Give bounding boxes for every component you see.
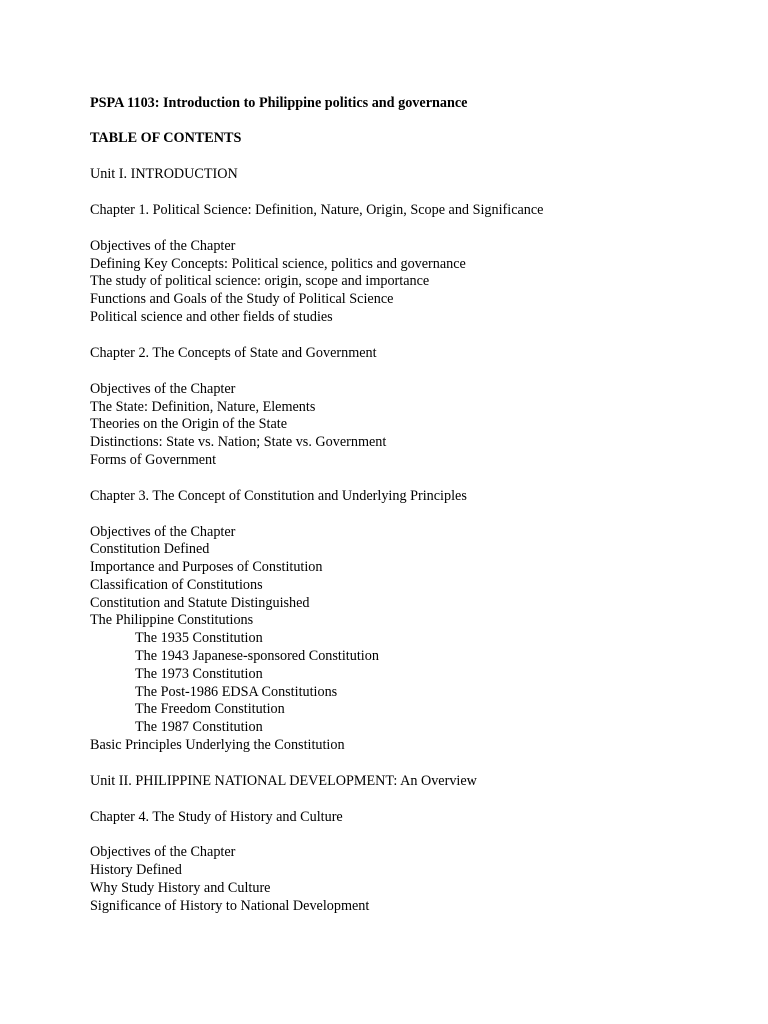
chapter-2-item: The State: Definition, Nature, Elements [90,399,316,415]
chapter-3-sub-item: The 1973 Constitution [135,666,263,682]
chapter-2-item: Objectives of the Chapter [90,381,236,397]
chapter-3-item: Importance and Purposes of Constitution [90,559,323,575]
chapter-3-sub-item: The 1943 Japanese-sponsored Constitution [135,648,379,664]
chapter-3-item: Constitution and Statute Distinguished [90,595,310,611]
chapter-1-title: Chapter 1. Political Science: Definition, Nature, Origin, Scope and Significance [90,202,544,218]
unit-2-title: Unit II. PHILIPPINE NATIONAL DEVELOPMENT: An Overview [90,773,477,789]
chapter-3-item: Constitution Defined [90,541,210,557]
chapter-3-item: The Philippine Constitutions [90,612,254,628]
chapter-2-item: Forms of Government [90,452,217,468]
chapter-3-sub-item: The 1987 Constitution [135,719,263,735]
chapter-3-item: Basic Principles Underlying the Constitution [90,737,345,753]
chapter-2-item: Distinctions: State vs. Nation; State vs. Government [90,434,387,450]
chapter-3-sub-item: The Post-1986 EDSA Constitutions [135,684,338,700]
chapter-3-sub-item: The Freedom Constitution [135,701,285,717]
chapter-1-item: Political science and other fields of studies [90,309,333,325]
chapter-2-item: Theories on the Origin of the State [90,416,287,432]
chapter-4-item: Why Study History and Culture [90,880,271,896]
chapter-3-sub-item: The 1935 Constitution [135,630,263,646]
chapter-4-item: Significance of History to National Development [90,898,370,914]
toc-heading: TABLE OF CONTENTS [90,130,242,146]
chapter-4-item: Objectives of the Chapter [90,844,236,860]
chapter-4-title: Chapter 4. The Study of History and Culture [90,809,343,825]
chapter-4-item: History Defined [90,862,182,878]
chapter-1-item: Objectives of the Chapter [90,238,236,254]
chapter-1-item: Defining Key Concepts: Political science, politics and governance [90,256,466,272]
course-title: PSPA 1103: Introduction to Philippine politics and governance [90,95,468,111]
chapter-3-item: Objectives of the Chapter [90,524,236,540]
chapter-3-title: Chapter 3. The Concept of Constitution and Underlying Principles [90,488,467,504]
chapter-1-item: Functions and Goals of the Study of Political Science [90,291,394,307]
chapter-2-title: Chapter 2. The Concepts of State and Government [90,345,377,361]
unit-1-title: Unit I. INTRODUCTION [90,166,238,182]
chapter-3-item: Classification of Constitutions [90,577,263,593]
chapter-1-item: The study of political science: origin, scope and importance [90,273,430,289]
